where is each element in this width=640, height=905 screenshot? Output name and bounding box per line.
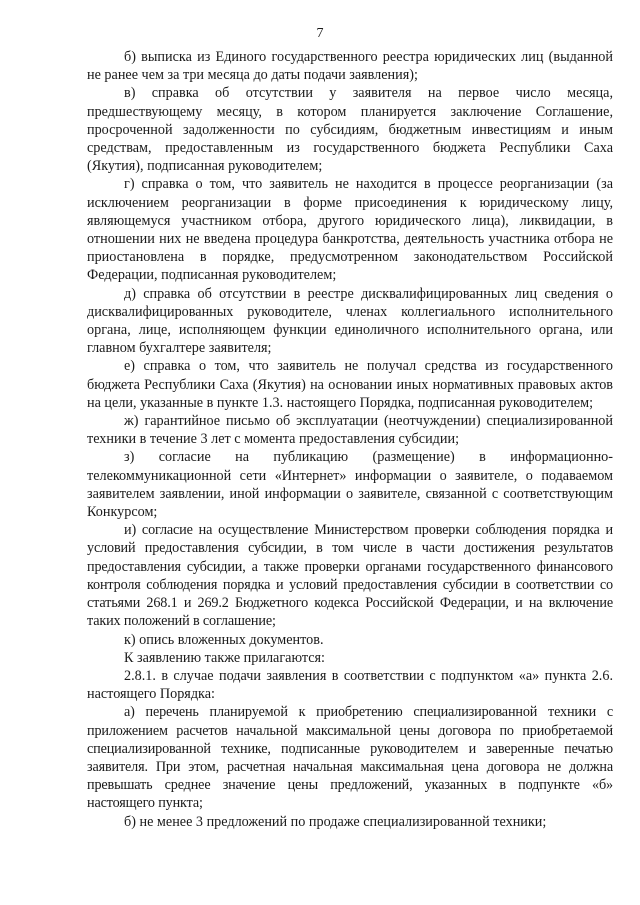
paragraph-g-no-reorganization-certificate: г) справка о том, что заявитель не находится в процессе реорганизации (за исключением реорганизации в форме присоединения к юридическому лицу, являющемуся участником отбора, другого юридического лица), ликвидации, в отношении них не введена процедура банкротства, деятельность участника отбора не приостановлена в порядке, предусмотренном законодательством Российской Федерации, подписанная руководителем; — [87, 176, 613, 284]
paragraph-v-no-debt-certificate: в) справка об отсутствии у заявителя на первое число месяца, предшествующему месяцу, в котором планируется заключение Соглашение, просроченной задолженности по субсидиям, бюджетным инвестициям и иным средствам, предоставленным из государственного бюджета Республики Саха (Якутия), подписанная руководителем; — [87, 85, 613, 175]
paragraph-b-sale-offers: б) не менее 3 предложений по продаже специализированной техники; — [124, 813, 547, 830]
paragraph-e-no-other-funds-certificate: е) справка о том, что заявитель не получал средства из государственного бюджета Республики Саха (Якутия) на основании иных нормативных правовых актов на цели, указанные в пункте 1.3. настоящего Порядка, подписанная руководителем; — [87, 358, 613, 411]
paragraph-z-publication-consent: з) согласие на публикацию (размещение) в информационно-телекоммуникационной сети «Интернет» информации о заявителе, о подаваемом заявителем заявлении, иной информации о заявителе, связанной с соответствующим Конкурсом; — [87, 449, 613, 521]
paragraph-d-disqualification-certificate: д) справка об отсутствии в реестре дисквалифицированных лиц сведения о дисквалифицированных руководителе, членах коллегиального исполнительного органа, лице, исполняющем функции единоличного исполнительного органа, или главном бухгалтере заявителя; — [87, 285, 613, 357]
paragraph-b-egrul-extract: б) выписка из Единого государственного реестра юридических лиц (выданной не ранее чем за три месяца до даты подачи заявления); — [87, 49, 613, 84]
page-number: 7 — [316, 26, 324, 41]
document-body — [87, 48, 613, 831]
paragraph-attachments-intro: К заявлению также прилагаются: — [124, 649, 326, 666]
paragraph-i-inspection-consent: и) согласие на осуществление Министерством проверки соблюдения порядка и условий предоставления субсидии, в том числе в части достижения результатов предоставления субсидии, а также проверки органами государственного финансового контроля соблюдения порядка и условий предоставления субсидии в соответствии со статьями 268.1 и 269.2 Бюджетного кодекса Российской Федерации, и на включение таких положений в соглашение; — [87, 522, 613, 630]
paragraph-2-8-1: 2.8.1. в случае подачи заявления в соответствии с подпунктом «а» пункта 2.6. настоящего Порядка: — [87, 667, 613, 703]
paragraph-k-document-list: к) опись вложенных документов. — [124, 631, 324, 648]
paragraph-zh-guarantee-letter: ж) гарантийное письмо об эксплуатации (неотчуждении) специализированной техники в течение 3 лет с момента предоставления субсидии; — [87, 413, 613, 448]
paragraph-a-equipment-list: а) перечень планируемой к приобретению специализированной техники с приложением расчетов начальной максимальной цены договора по приобретаемой специализированной технике, подписанные руководителем и заверенные печатью заявителя. При этом, расчетная начальная максимальная цена договора не должна превышать среднее значение цены предложений, указанных в подпункте «б» настоящего пункта; — [87, 704, 613, 812]
